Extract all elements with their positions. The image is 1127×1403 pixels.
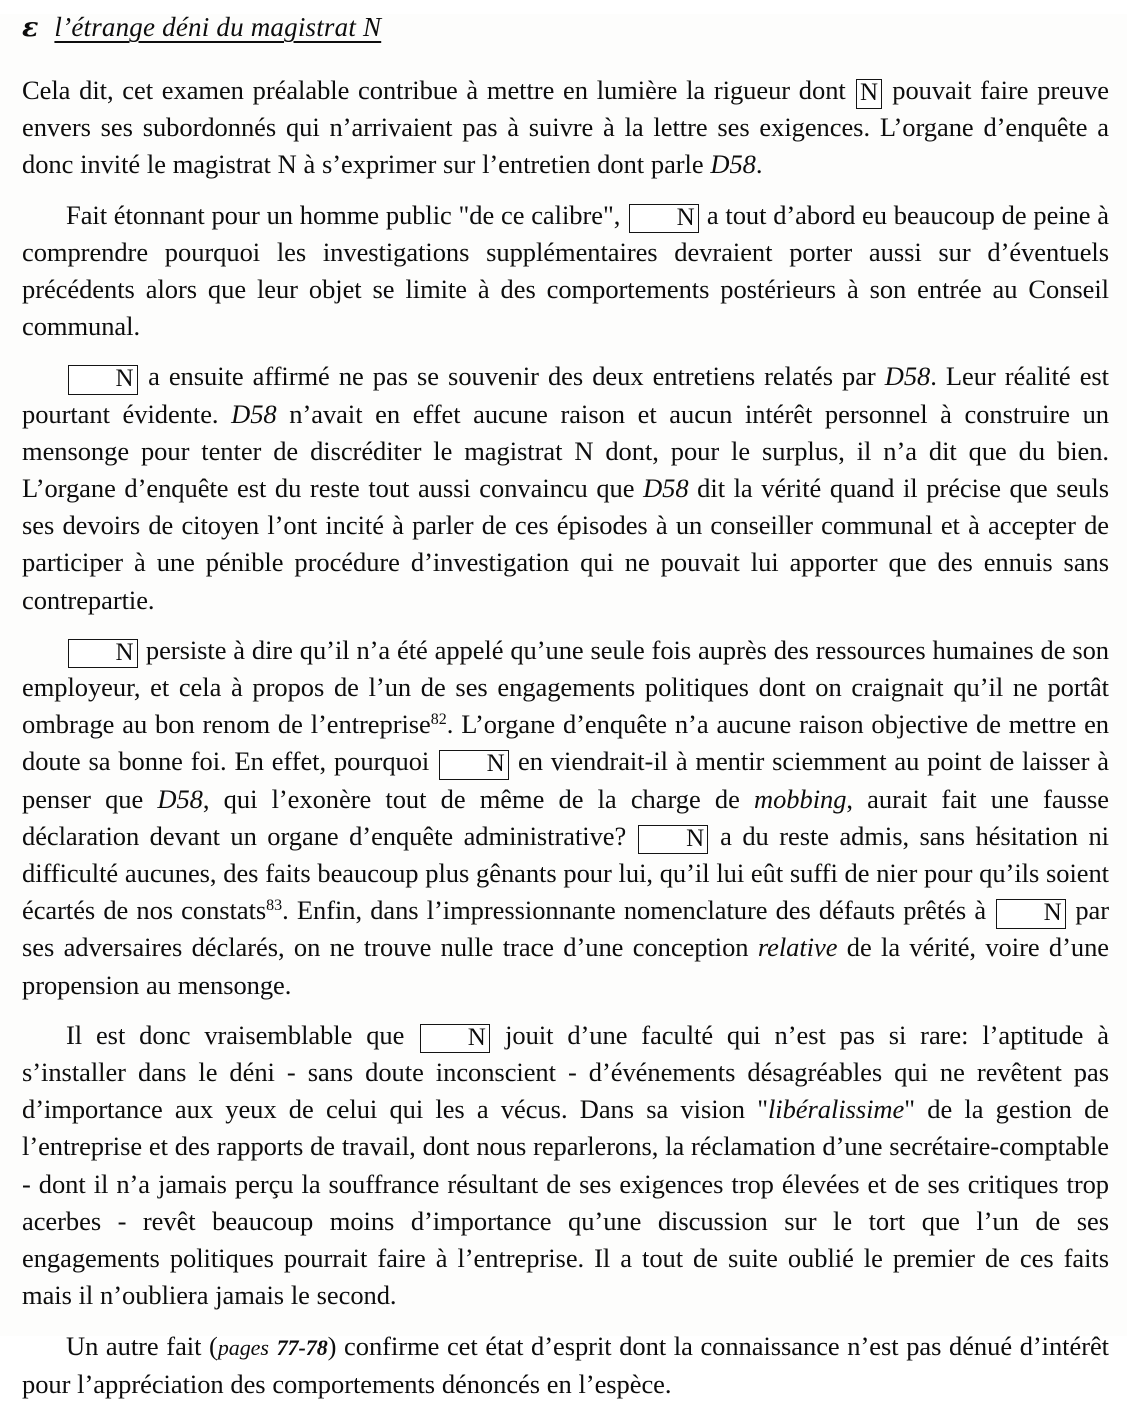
italic-term: D58 <box>710 149 756 180</box>
italic-term: D58 <box>231 398 277 429</box>
boxed-initial: N <box>629 204 699 234</box>
text-run: de la vérité, voire d’une propension au mensonge. <box>22 932 1109 1000</box>
italic-term: D58 <box>884 361 931 392</box>
text-run: , qui l’exonère tout de même de la charge de <box>202 783 754 814</box>
text-run: par ses adversaires déclarés, on ne trouve nulle trace d’une conception <box>22 895 1110 963</box>
text-run: " de la gestion de l’entreprise et des rapports de travail, dont nous reparlerons, la réclamation d’une secrétaire-comptable - dont il n’a jamais perçu la souffrance résultant de ses exigences trop élevées et de ses critiques trop acerbes - revêt beaucoup moins d’importance qu’une discussion sur le tort que l’un de ses engagements politiques pourrait faire à l’entreprise. Il a tout de suite oublié le premier de ces faits mais il n’oubliera jamais le second. <box>22 1094 1109 1311</box>
italic-term: D58 <box>643 473 689 504</box>
text-run: persiste à dire qu’il n’a été appelé qu’une seule fois auprès des ressources humaines de son employeur, et cela à propos de l’un de ses engagements politiques dont on craignait qu’il ne portât ombrage au bon renom de l’entreprise <box>22 634 1109 740</box>
paragraph <box>22 1328 1109 1403</box>
footnote-marker[interactable]: 82 <box>430 711 447 729</box>
text-run: Un autre fait ( <box>66 1330 218 1361</box>
boxed-initial: N <box>68 365 138 395</box>
page-title: l’étrange déni du magistrat N <box>54 12 382 42</box>
body-text <box>0 72 1127 1403</box>
boxed-initial: N <box>420 1024 490 1054</box>
text-run: dit la vérité quand il précise que seuls ses devoirs de citoyen l’ont incité à parler de ces épisodes à un conseiller communal et à accepter de participer à une pénible procédure d’investigation qui ne pouvait lui apporter que des ennuis sans contrepartie. <box>22 473 1109 615</box>
italic-term: D58 <box>157 783 203 814</box>
text-run: jouit d’une faculté qui n’est pas si rare: l’aptitude à s’installer dans le déni - sans doute inconscient - d’événements désagréables qui ne revêtent pas d’importance aux yeux de celui qui les a vécus. Dans sa vision " <box>22 1019 1109 1125</box>
paragraph <box>22 197 1109 346</box>
text-run: a du reste admis, sans hésitation ni difficulté aucunes, des faits beaucoup plus gênants pour lui, qu’il lui eût suffi de nier pour qu’ils soient écartés de nos constats <box>22 820 1109 926</box>
text-run: Cela dit, cet examen préalable contribue à mettre en lumière la rigueur dont <box>22 75 855 105</box>
text-run: pouvait faire preuve envers ses subordonnés qui n’arrivaient pas à suivre à la lettre ses exigences. L’organe d’enquête a donc invité le magistrat N à s’exprimer sur l’entretien dont parle <box>22 75 1110 180</box>
paragraph <box>22 632 1109 1004</box>
text-run: n’avait en effet aucune raison et aucun intérêt personnel à construire un mensonge pour tenter de discréditer le magistrat N dont, pour le surplus, il n’a dit que du bien. L’organe d’enquête est du reste tout aussi convaincu que <box>22 398 1109 504</box>
text-run: , aurait fait une fausse déclaration devant un organe d’enquête administrative? <box>22 783 1109 851</box>
italic-term: libéralissime <box>767 1094 905 1125</box>
page-reference-numbers: 77-78 <box>276 1334 328 1360</box>
italic-term: mobbing <box>754 783 847 814</box>
italic-term: relative <box>757 932 838 963</box>
paragraph <box>22 1017 1109 1315</box>
boxed-initial: N <box>439 750 509 780</box>
boxed-initial: N <box>856 79 882 109</box>
text-run: en viendrait-il à mentir sciemment au point de laisser à penser que <box>22 746 1109 814</box>
text-run: . L’organe d’enquête n’a aucune raison objective de mettre en doute sa bonne foi. En effet, pourquoi <box>22 709 1109 777</box>
paragraph <box>22 72 1109 184</box>
section-heading <box>0 14 1127 56</box>
text-run: . Leur réalité est pourtant évidente. <box>22 361 1109 429</box>
text-run: ) confirme cet état d’esprit dont la connaissance n’est pas dénué d’intérêt pour l’appréciation des comportements dénoncés en l’espèce. <box>22 1330 1109 1399</box>
page-reference-label: pages <box>217 1334 269 1360</box>
text-run: . <box>755 149 763 180</box>
text-run: Fait étonnant pour un homme public "de ce calibre", <box>66 199 628 230</box>
paragraph <box>22 358 1109 618</box>
boxed-initial: N <box>68 639 138 669</box>
text-run: a ensuite affirmé ne pas se souvenir des deux entretiens relatés par <box>139 361 885 392</box>
boxed-initial: N <box>638 825 708 855</box>
text-run <box>269 1331 277 1361</box>
text-run: . Enfin, dans l’impressionnante nomenclature des défauts prêtés à <box>282 895 995 926</box>
text-run: a tout d’abord eu beaucoup de peine à comprendre pourquoi les investigations supplémentaires devraient porter aussi sur d’éventuels précédents alors que leur objet se limite à des comportements postérieurs à son entrée au Conseil communal. <box>22 199 1110 342</box>
section-marker: ε <box>22 12 39 43</box>
boxed-initial: N <box>996 899 1066 929</box>
footnote-marker[interactable]: 83 <box>266 897 283 915</box>
document-page <box>0 12 1127 1399</box>
text-run: Il est donc vraisemblable que <box>66 1019 419 1050</box>
